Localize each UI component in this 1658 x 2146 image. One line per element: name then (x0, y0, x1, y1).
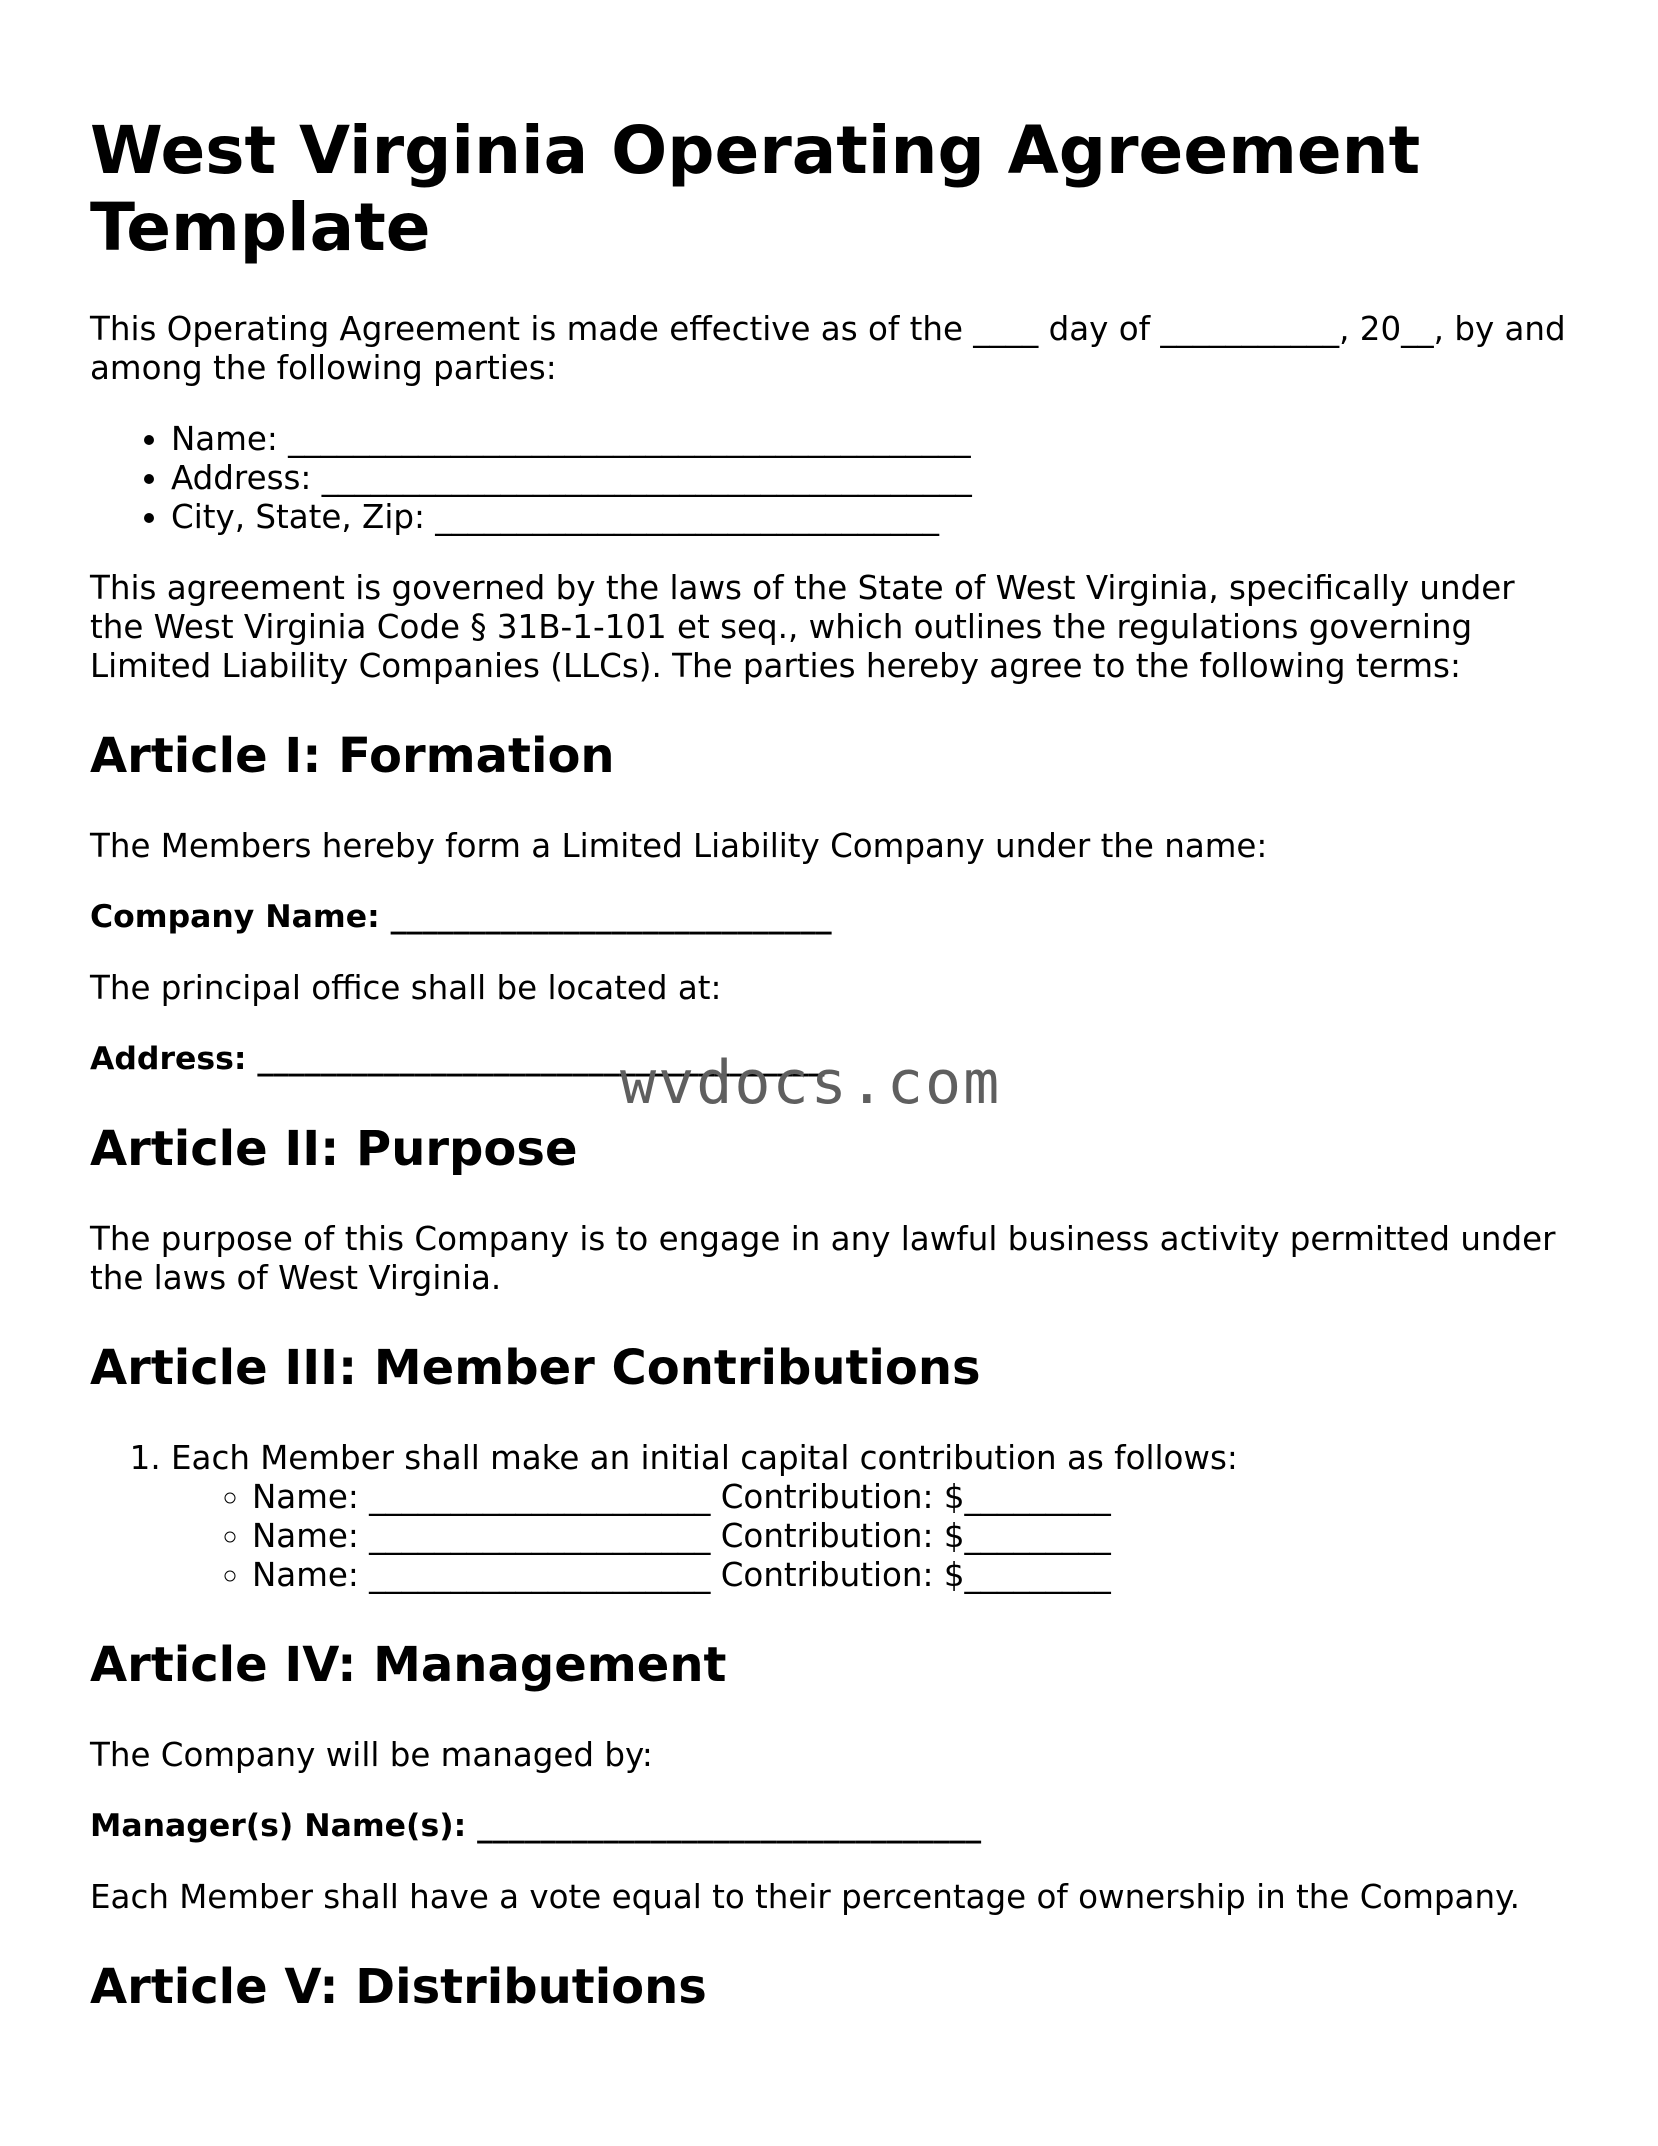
parties-list (90, 420, 1570, 537)
company-name-field: Company Name: ____________________________ (90, 899, 832, 935)
article-2-heading: Article II: Purpose (90, 1121, 578, 1177)
intro-paragraph: This Operating Agreement is made effective as of the ____ day of ___________, 20__, by and among the following parties: (90, 310, 1566, 387)
article-4-text: The Company will be managed by: (90, 1736, 653, 1774)
office-address-field: Address: ____________________________________ (90, 1041, 825, 1077)
contribution-item (171, 1439, 1570, 1595)
contribution-line: ◦ Name: _____________________ Contribution: $_________ (252, 1478, 1570, 1517)
contributions-list (90, 1439, 1570, 1595)
principal-office-text: The principal office shall be located at: (90, 969, 722, 1007)
governing-law-paragraph: This agreement is governed by the laws of the State of West Virginia, specifically under the West Virginia Code § 31B-1-101 et seq., which outlines the regulations governing Limited Liability Companies (LLCs). The parties hereby agree to the following terms: (90, 569, 1515, 685)
contribution-line: ◦ Name: _____________________ Contribution: $_________ (252, 1517, 1570, 1556)
party-name-line: • Name: __________________________________________ (171, 420, 1570, 459)
contribution-intro: Each Member shall make an initial capital contribution as follows: (171, 1439, 1238, 1477)
managers-name-field: Manager(s) Name(s): ________________________________ (90, 1808, 982, 1844)
party-city-state-zip-line: • City, State, Zip: _______________________________ (171, 498, 1570, 537)
article-4-heading: Article IV: Management (90, 1637, 727, 1693)
article-1-text: The Members hereby form a Limited Liability Company under the name: (90, 827, 1268, 865)
article-3-heading: Article III: Member Contributions (90, 1340, 981, 1396)
contribution-line: ◦ Name: _____________________ Contribution: $_________ (252, 1556, 1570, 1595)
vote-text: Each Member shall have a vote equal to their percentage of ownership in the Company. (90, 1878, 1520, 1916)
article-2-text: The purpose of this Company is to engage in any lawful business activity permitted under the laws of West Virginia. (90, 1220, 1556, 1297)
watermark-text: wvdocs.com (620, 1048, 1002, 1118)
party-address-line: • Address: ________________________________________ (171, 459, 1570, 498)
article-5-heading: Article V: Distributions (90, 1959, 707, 2015)
document-title: West Virginia Operating Agreement Template (90, 112, 1421, 266)
contribution-sublist (171, 1478, 1570, 1595)
article-1-heading: Article I: Formation (90, 728, 615, 784)
